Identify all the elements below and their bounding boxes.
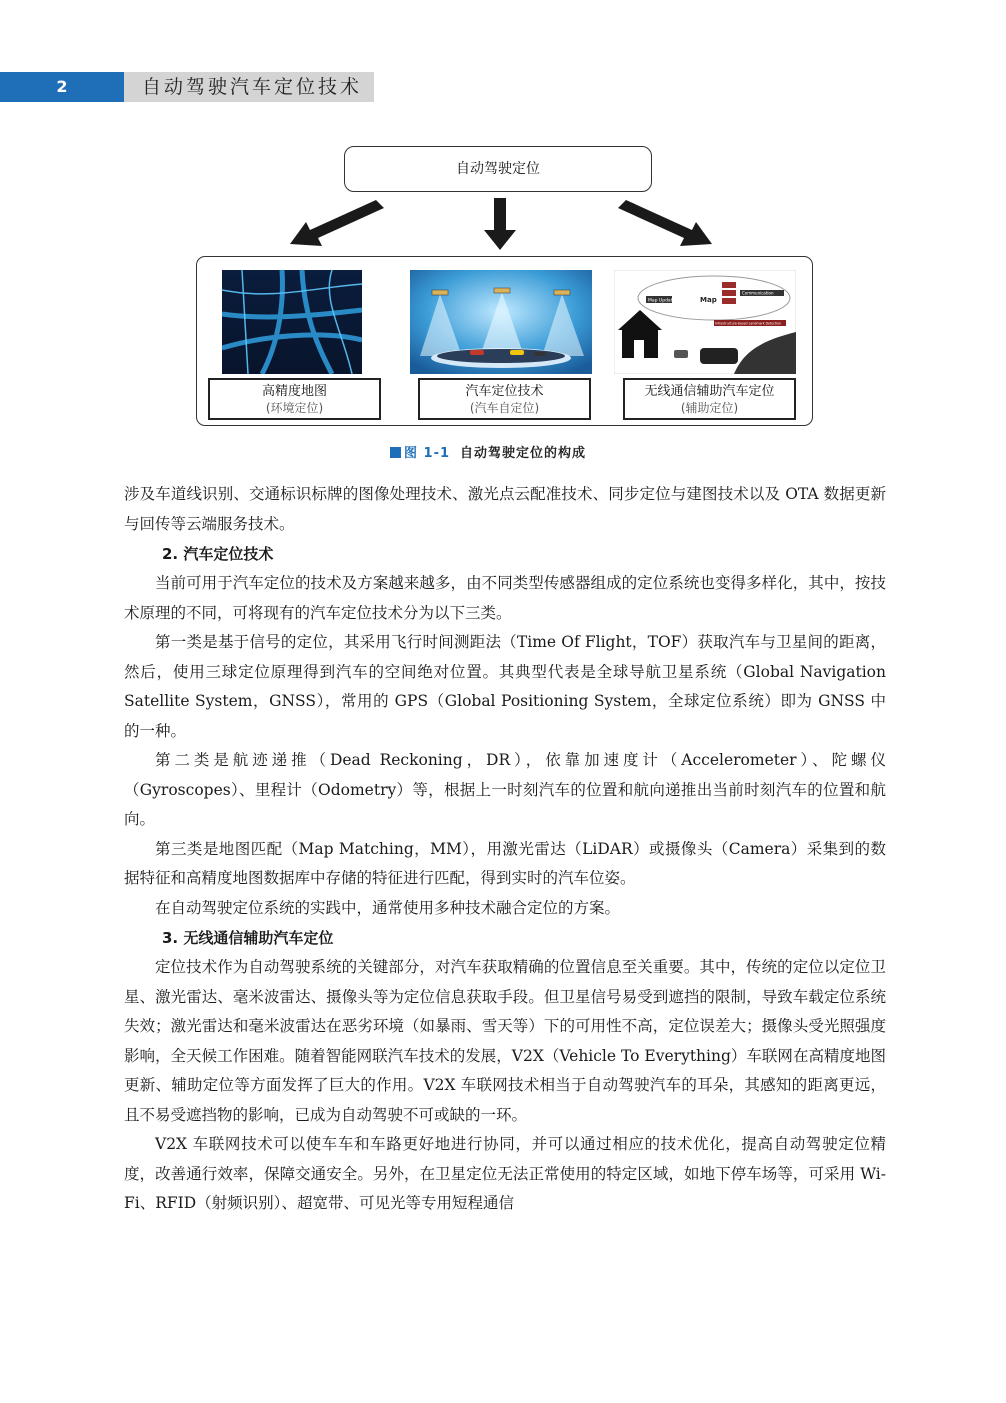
panel-label-hd-map bbox=[208, 378, 381, 420]
panel-label-v2x bbox=[623, 378, 796, 420]
paragraph: 在自动驾驶定位系统的实践中，通常使用多种技术融合定位的方案。 bbox=[155, 898, 621, 917]
panel-title: 高精度地图 bbox=[261, 384, 327, 399]
panel-label-vehicle-positioning bbox=[418, 378, 591, 420]
paragraph: 第二类是航迹递推（Dead Reckoning，DR），依靠加速度计（Accelerometer）、陀螺仪（Gyroscopes）、里程计（Odometry）等，根据上一时刻汽车的位置和航向递推出当前时刻汽车的位置和航向。 bbox=[124, 751, 886, 828]
arrows-graphic bbox=[270, 192, 740, 256]
paragraph: 涉及车道线识别、交通标识标牌的图像处理技术、激光点云配准技术、同步定位与建图技术以及 OTA 数据更新与回传等云端服务技术。 bbox=[124, 485, 886, 533]
satellite-positioning-image bbox=[410, 270, 592, 374]
paragraph: 第三类是地图匹配（Map Matching，MM），用激光雷达（LiDAR）或摄像头（Camera）采集到的数据特征和高精度地图数据库中存储的特征进行匹配，得到实时的汽车位姿。 bbox=[124, 839, 886, 887]
body-text bbox=[124, 480, 886, 1219]
panel-subtitle: (汽车自定位) bbox=[469, 401, 540, 415]
hd-map-image bbox=[222, 270, 362, 374]
infrastructure-label: Infrastructure-based Landmark Detection bbox=[715, 321, 782, 326]
panel-title: 无线通信辅助汽车定位 bbox=[644, 384, 775, 399]
map-update-label: Map Update bbox=[648, 298, 676, 304]
page-number: 2 bbox=[0, 72, 124, 102]
caption-square-icon bbox=[390, 447, 401, 458]
communication-label: Communication bbox=[742, 290, 774, 296]
paragraph: 定位技术作为自动驾驶系统的关键部分，对汽车获取精确的位置信息至关重要。其中，传统的定位以定位卫星、激光雷达、毫米波雷达、摄像头等为定位信息获取手段。但卫星信号易受到遮挡的限制，导致车载定位系统失效；激光雷达和毫米波雷达在恶劣环境（如暴雨、雪天等）下的可用性不高，定位误差大；摄像头受光照强度影响，全天候工作困难。随着智能网联汽车技术的发展，V2X（Vehicle To Everything）车联网在高精度地图更新、辅助定位等方面发挥了巨大的作用。V2X 车联网技术相当于自动驾驶汽车的耳朵，其感知的距离更远，且不易受遮挡物的影响，已成为自动驾驶不可或缺的一环。 bbox=[124, 958, 886, 1124]
section-heading: 2. 汽车定位技术 bbox=[162, 545, 274, 563]
figure-number: 图 1-1 bbox=[404, 446, 451, 461]
arrow-right-icon bbox=[618, 200, 712, 246]
server-icon bbox=[722, 282, 736, 304]
panel-subtitle: (辅助定位) bbox=[680, 401, 739, 415]
panel-title: 汽车定位技术 bbox=[465, 384, 544, 399]
book-title: 自动驾驶汽车定位技术 bbox=[142, 76, 363, 98]
section-heading: 3. 无线通信辅助汽车定位 bbox=[162, 929, 334, 947]
panel-subtitle: (环境定位) bbox=[265, 401, 324, 415]
map-label: Map bbox=[700, 296, 717, 304]
caption-text: 自动驾驶定位的构成 bbox=[460, 446, 587, 461]
arrow-down-icon bbox=[484, 198, 516, 250]
arrow-left-icon bbox=[290, 200, 384, 246]
v2x-assist-image bbox=[614, 270, 796, 374]
paragraph: 当前可用于汽车定位的技术及方案越来越多，由不同类型传感器组成的定位系统也变得多样化，其中，按技术原理的不同，可将现有的汽车定位技术分为以下三类。 bbox=[124, 574, 886, 622]
figure-top-box: 自动驾驶定位 bbox=[344, 146, 652, 192]
paragraph: V2X 车联网技术可以使车车和车路更好地进行协同，并可以通过相应的技术优化，提高自动驾驶定位精度，改善通行效率，保障交通安全。另外，在卫星定位无法正常使用的特定区域，如地下停车场等，可采用 Wi-Fi、RFID（射频识别）、超宽带、可见光等专用短程通信 bbox=[124, 1135, 886, 1212]
figure-caption bbox=[390, 442, 586, 461]
paragraph: 第一类是基于信号的定位，其采用飞行时间测距法（Time Of Flight，TOF）获取汽车与卫星间的距离，然后，使用三球定位原理得到汽车的空间绝对位置。其典型代表是全球导航卫星系统（Global Navigation Satellite System，GNSS），常用的 GPS（Global Positioning System，全球定位系统）即为 GNSS 中的一种。 bbox=[124, 633, 886, 740]
